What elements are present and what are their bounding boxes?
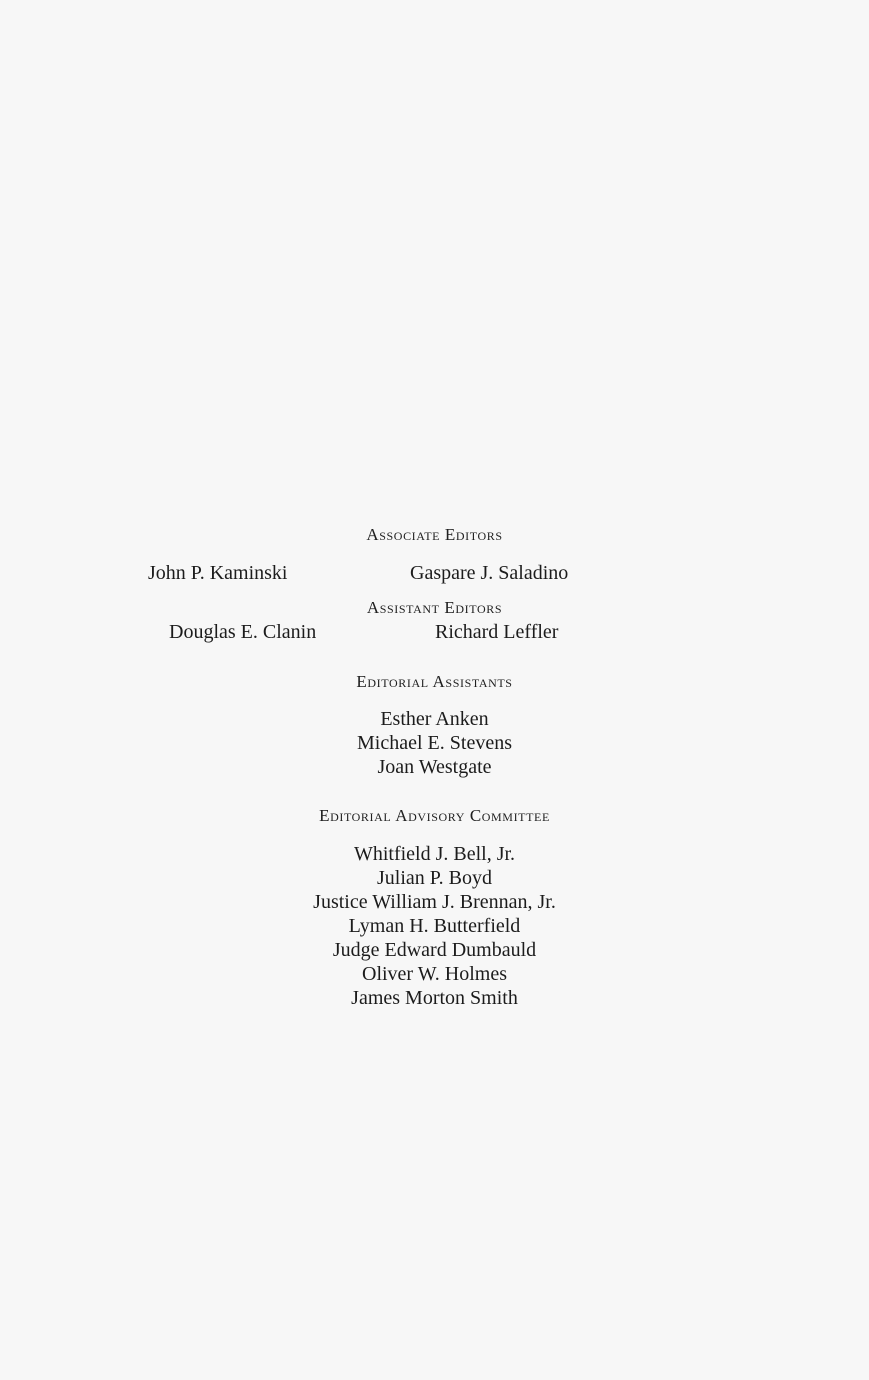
editorial-assistants-heading: Editorial Assistants xyxy=(356,672,513,691)
committee-member-name: James Morton Smith xyxy=(351,987,518,1009)
editorial-assistant-name: Joan Westgate xyxy=(377,756,492,778)
committee-member-name: Oliver W. Holmes xyxy=(362,963,507,985)
editorial-assistant-name: Esther Anken xyxy=(380,708,489,730)
committee-member-name: Julian P. Boyd xyxy=(376,867,493,889)
editorial-assistant-name: Michael E. Stevens xyxy=(357,732,512,754)
advisory-committee-heading: Editorial Advisory Committee xyxy=(319,806,550,825)
committee-member-name: Whitfield J. Bell, Jr. xyxy=(353,843,516,865)
committee-member-name: Judge Edward Dumbauld xyxy=(332,939,537,961)
committee-member-name: Justice William J. Brennan, Jr. xyxy=(313,891,556,913)
associate-editor-name: John P. Kaminski xyxy=(148,562,288,584)
assistant-editors-heading: Assistant Editors xyxy=(366,598,503,617)
advisory-committee-list xyxy=(0,842,869,1010)
associate-editors-heading: Associate Editors xyxy=(366,525,503,544)
committee-member-name: Lyman H. Butterfield xyxy=(348,915,521,937)
associate-editor-name: Gaspare J. Saladino xyxy=(410,562,569,584)
editorial-assistants-list xyxy=(0,707,869,779)
assistant-editor-name: Richard Leffler xyxy=(435,621,559,643)
assistant-editor-name: Douglas E. Clanin xyxy=(169,621,317,643)
